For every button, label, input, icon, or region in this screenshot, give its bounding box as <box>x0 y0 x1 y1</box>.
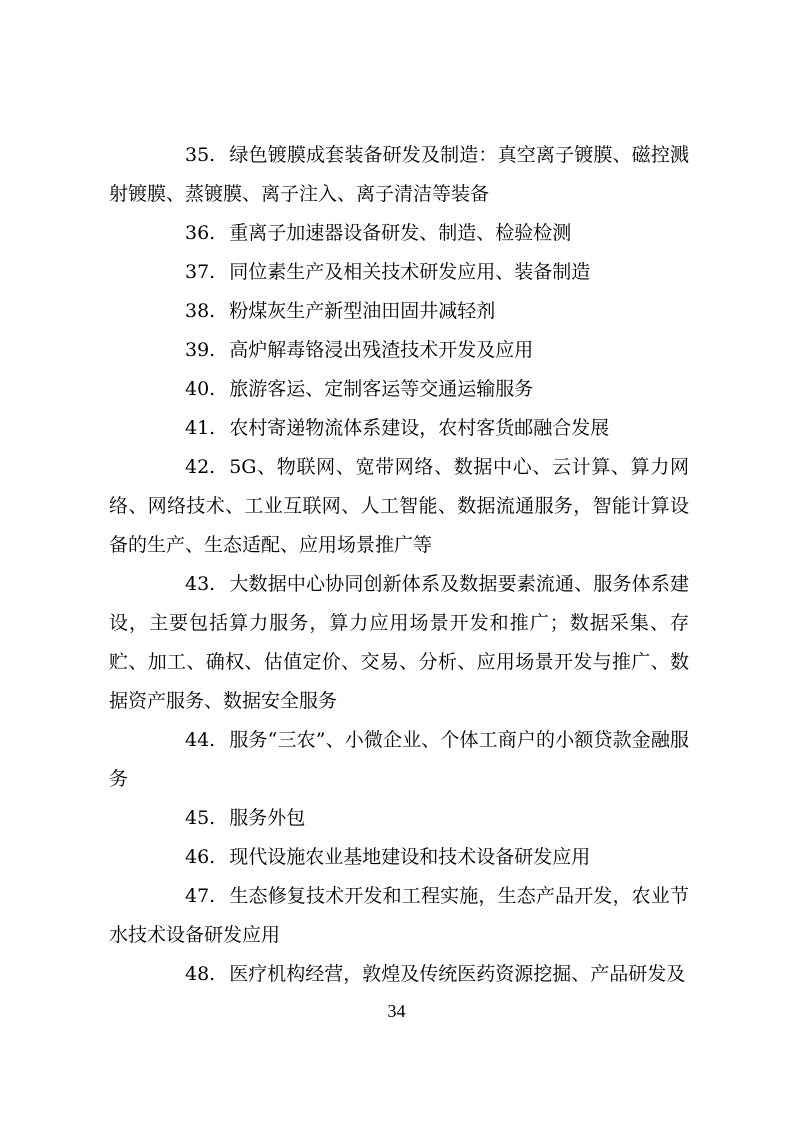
item-number: 44. <box>185 729 216 751</box>
list-item <box>109 877 689 955</box>
item-text: 高炉解毒铬浸出残渣技术开发及应用 <box>229 339 534 361</box>
item-number: 40. <box>185 378 216 400</box>
item-text: 大数据中心协同创新体系及数据要素流通、服务体系建设，主要包括算力服务，算力应用场景开发和推广；数据采集、存贮、加工、确权、估值定价、交易、分析、应用场景开发与推广、数据资产服务、数据安全服务 <box>109 573 689 712</box>
item-text: 重离子加速器设备研发、制造、检验检测 <box>229 222 572 244</box>
list-item <box>109 253 689 292</box>
item-number: 37. <box>185 261 216 283</box>
item-number: 38. <box>185 300 216 322</box>
item-text: 粉煤灰生产新型油田固井减轻剂 <box>229 300 496 322</box>
list-item <box>109 370 689 409</box>
item-text: 生态修复技术开发和工程实施，生态产品开发，农业节水技术设备研发应用 <box>109 885 689 946</box>
item-text: 5G、物联网、宽带网络、数据中心、云计算、算力网络、网络技术、工业互联网、人工智能、数据流通服务，智能计算设备的生产、生态适配、应用场景推广等 <box>109 456 689 556</box>
item-number: 43. <box>185 573 216 595</box>
list-item <box>109 331 689 370</box>
item-text: 现代设施农业基地建设和技术设备研发应用 <box>229 846 591 868</box>
item-number: 45. <box>185 807 216 829</box>
item-number: 39. <box>185 339 216 361</box>
item-text: 旅游客运、定制客运等交通运输服务 <box>229 378 534 400</box>
item-number: 36. <box>185 222 216 244</box>
page-number: 34 <box>387 1001 406 1021</box>
item-number: 35. <box>185 144 216 166</box>
list-item <box>109 136 689 214</box>
item-text: 服务“三农”、小微企业、个体工商户的小额贷款金融服务 <box>109 729 689 790</box>
list-item <box>109 565 689 721</box>
item-number: 41. <box>185 417 216 439</box>
item-number: 46. <box>185 846 216 868</box>
list-item <box>109 409 689 448</box>
list-item <box>109 838 689 877</box>
list-item <box>109 721 689 799</box>
list-item <box>109 448 689 565</box>
item-text: 同位素生产及相关技术研发应用、装备制造 <box>229 261 591 283</box>
item-list <box>109 136 689 994</box>
item-text: 医疗机构经营，敦煌及传统医药资源挖掘、产品研发及 <box>229 963 686 985</box>
list-item <box>109 799 689 838</box>
list-item <box>109 214 689 253</box>
list-item <box>109 292 689 331</box>
item-number: 47. <box>185 885 216 907</box>
item-text: 服务外包 <box>229 807 306 829</box>
item-text: 绿色镀膜成套装备研发及制造：真空离子镀膜、磁控溅射镀膜、蒸镀膜、离子注入、离子清洁等装备 <box>109 144 689 205</box>
item-text: 农村寄递物流体系建设，农村客货邮融合发展 <box>229 417 610 439</box>
item-number: 42. <box>185 456 216 478</box>
list-item <box>109 955 689 994</box>
item-number: 48. <box>185 963 216 985</box>
